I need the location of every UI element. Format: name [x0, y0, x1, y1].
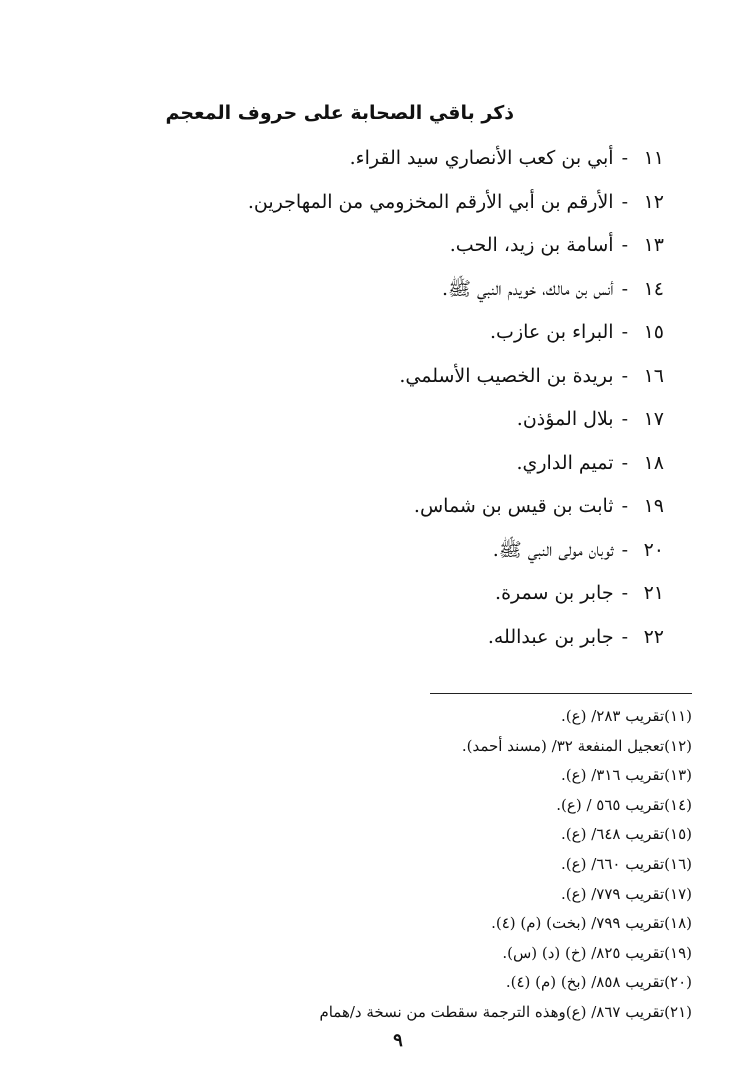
list-item: ١٣-أسامة بن زيد، الحب. — [244, 227, 664, 271]
entry-number: ١٤ — [643, 277, 664, 300]
entry-number: ١٢ — [643, 190, 664, 213]
footnote: (١٤)تقريب ٥٦٥ / (ع). — [556, 795, 692, 814]
list-item: ١٨-تميم الداري. — [244, 445, 664, 489]
entry-number: ١٧ — [643, 408, 664, 430]
entry-text: الأرقم بن أبي الأرقم المخزومي من المهاجرين. — [247, 190, 614, 213]
list-item: ٢١-جابر بن سمرة. — [244, 575, 664, 619]
list-item: ١٦-بريدة بن الخصيب الأسلمي. — [244, 358, 664, 402]
footnote: (٢١)تقريب ٨٦٧/ (ع)وهذه الترجمة سقطت من نسخة د/همام — [319, 1002, 692, 1021]
entry-text: جابر بن سمرة. — [495, 582, 614, 604]
list-item: ١١-أبي بن كعب الأنصاري سيد القراء. — [244, 140, 664, 184]
entry-number: ٢١ — [643, 582, 664, 604]
entry-text: تميم الداري. — [516, 451, 614, 474]
footnote: (١١)تقريب ٢٨٣/ (ع). — [561, 707, 692, 725]
entry-number: ١٥ — [643, 321, 664, 343]
entry-text: بلال المؤذن. — [516, 408, 614, 430]
companion-list — [244, 140, 664, 662]
list-item: ١٩-ثابت بن قيس بن شماس. — [244, 488, 664, 532]
footnote: (١٦)تقريب ٦٦٠/ (ع). — [561, 854, 692, 873]
entry-text: جابر بن عبدالله. — [487, 625, 614, 648]
footnote: (١٨)تقريب ٧٩٩/ (بخت) (م) (٤). — [491, 914, 692, 933]
list-item: ١٧-بلال المؤذن. — [244, 401, 664, 445]
footnote: (١٣)تقريب ٣١٦/ (ع). — [561, 766, 692, 785]
entry-number: ١٦ — [643, 364, 664, 387]
footnote: (٢٠)تقريب ٨٥٨/ (بخ) (م) (٤). — [505, 973, 692, 992]
footnotes — [252, 703, 692, 1029]
footnote: (١٥)تقريب ٦٤٨/ (ع). — [561, 825, 692, 844]
entry-number: ١٨ — [643, 451, 664, 474]
entry-text: أسامة بن زيد، الحب. — [449, 234, 614, 256]
section-heading: ذكر باقي الصحابة على حروف المعجم — [165, 102, 514, 124]
entry-number: ١٣ — [643, 234, 664, 256]
footnote-separator — [430, 693, 692, 694]
entry-number: ١٩ — [643, 495, 664, 517]
list-item: ١٥-البراء بن عازب. — [244, 314, 664, 358]
list-item: ١٢-الأرقم بن أبي الأرقم المخزومي من المهاجرين. — [244, 184, 664, 228]
entry-text: ثوبان مولى النبي ﷺ. — [492, 538, 614, 561]
entry-number: ٢٢ — [643, 625, 664, 648]
page-number: ٩ — [393, 1030, 403, 1051]
footnote: (١٧)تقريب ٧٧٩/ (ع). — [561, 884, 692, 903]
entry-text: أبي بن كعب الأنصاري سيد القراء. — [349, 147, 614, 169]
entry-number: ٢٠ — [643, 538, 664, 561]
entry-text: أنس بن مالك، خويدم النبي ﷺ. — [441, 277, 614, 300]
entry-number: ١١ — [643, 147, 664, 169]
footnote: (١٢)تعجيل المنفعة ٣٢/ (مسند أحمد). — [461, 736, 692, 755]
entry-text: بريدة بن الخصيب الأسلمي. — [399, 364, 614, 387]
footnote: (١٩)تقريب ٨٢٥/ (خ) (د) (س). — [502, 943, 692, 962]
list-item: ١٤-أنس بن مالك، خويدم النبي ﷺ. — [244, 271, 664, 315]
entry-text: ثابت بن قيس بن شماس. — [413, 495, 614, 517]
list-item: ٢٢-جابر بن عبدالله. — [244, 619, 664, 663]
list-item: ٢٠-ثوبان مولى النبي ﷺ. — [244, 532, 664, 576]
entry-text: البراء بن عازب. — [490, 321, 614, 343]
